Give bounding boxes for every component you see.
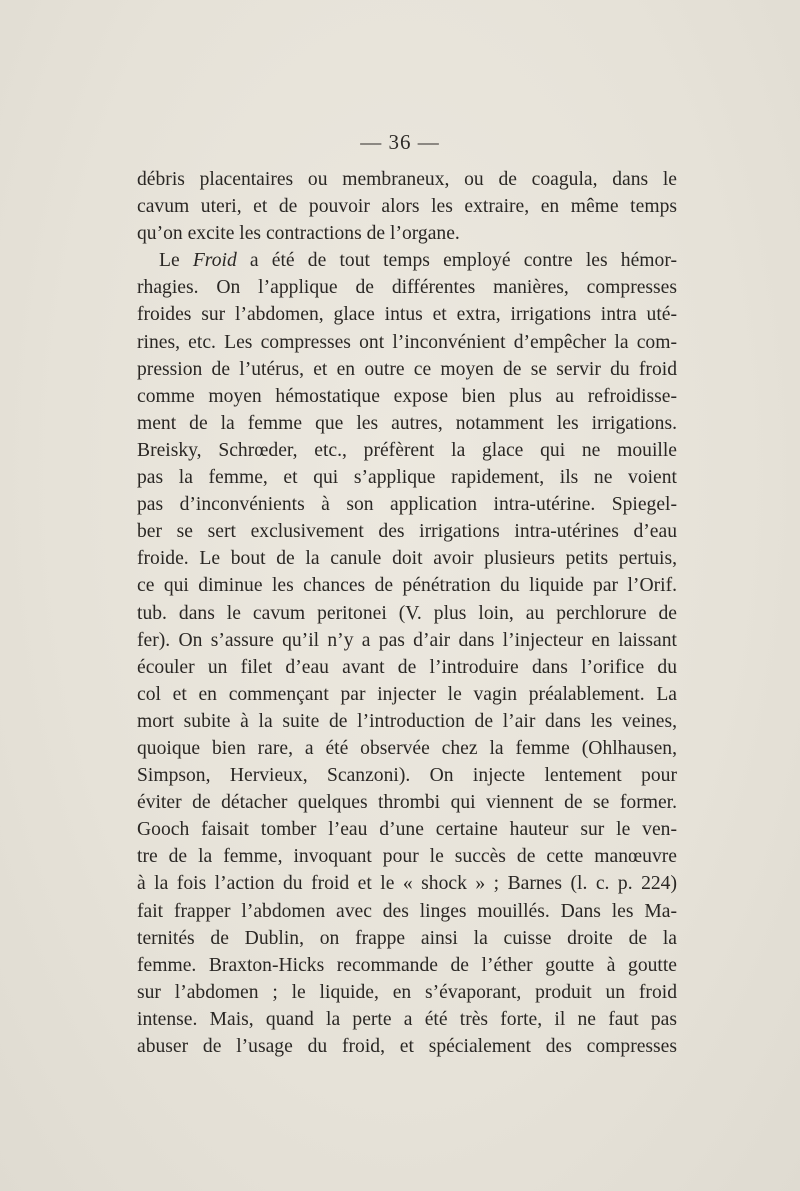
text-line: mort subite à la suite de l’introduction de l’air dans les veines,: [137, 710, 677, 732]
text-line: écouler un filet d’eau avant de l’introduire dans l’orifice du: [137, 656, 677, 678]
text-line: tub. dans le cavum peritonei (V. plus loin, au perchlorure de: [137, 602, 677, 624]
text-line: intense. Mais, quand la perte a été très forte, il ne faut pas: [137, 1008, 677, 1030]
text-line: fer). On s’assure qu’il n’y a pas d’air dans l’injecteur en laissant: [137, 629, 677, 651]
text-line: fait frapper l’abdomen avec des linges mouillés. Dans les Ma-: [137, 900, 677, 922]
text-line: ce qui diminue les chances de pénétration du liquide par l’Orif.: [137, 575, 677, 597]
text-line: ternités de Dublin, on frappe ainsi la cuisse droite de la: [137, 927, 677, 949]
text-line: tre de la femme, invoquant pour le succès de cette manœuvre: [137, 846, 677, 868]
text-line: col et en commençant par injecter le vagin préalablement. La: [137, 683, 677, 705]
text-line: ment de la femme que les autres, notamment les irrigations.: [137, 412, 677, 434]
body-text: [137, 166, 677, 1060]
text-line: froides sur l’abdomen, glace intus et extra, irrigations intra uté-: [137, 304, 677, 326]
text-line: pas d’inconvénients à son application intra-utérine. Spiegel-: [137, 494, 677, 516]
text-line: sur l’abdomen ; le liquide, en s’évaporant, produit un froid: [137, 981, 677, 1003]
text-line: rines, etc. Les compresses ont l’inconvénient d’empêcher la com-: [137, 331, 677, 353]
text-line: éviter de détacher quelques thrombi qui viennent de se former.: [137, 792, 677, 814]
text-line: à la fois l’action du froid et le « shock » ; Barnes (l. c. p. 224): [137, 873, 677, 895]
text-line: femme. Braxton-Hicks recommande de l’éther goutte à goutte: [137, 954, 677, 976]
paragraph-lead-word: Le: [159, 250, 180, 272]
text-line: qu’on excite les contractions de l’organe.: [137, 223, 460, 245]
text-line: Breisky, Schrœder, etc., préfèrent la glace qui ne mouille: [137, 439, 677, 461]
text-line: ber se sert exclusivement des irrigations intra-utérines d’eau: [137, 521, 677, 543]
italic-term: Froid: [192, 250, 237, 272]
text-line: comme moyen hémostatique expose bien plus au refroidisse-: [137, 385, 677, 407]
text-line: pression de l’utérus, et en outre ce moyen de se servir du froid: [137, 358, 677, 380]
text-line-rest: a été de tout temps employé contre les hémor-: [249, 250, 677, 272]
text-line: rhagies. On l’applique de différentes manières, compresses: [137, 277, 677, 299]
text-line: quoique bien rare, a été observée chez la femme (Ohlhausen,: [137, 737, 677, 759]
text-line: Simpson, Hervieux, Scanzoni). On injecte lentement pour: [137, 765, 677, 787]
text-line: débris placentaires ou membraneux, ou de coagula, dans le: [137, 169, 677, 190]
page-number: — 36 —: [360, 130, 440, 154]
text-line: cavum uteri, et de pouvoir alors les extraire, en même temps: [137, 196, 677, 218]
paragraph-start-line: [137, 247, 677, 274]
text-line: froide. Le bout de la canule doit avoir plusieurs petits pertuis,: [137, 548, 677, 570]
text-line: Gooch faisait tomber l’eau d’une certaine hauteur sur le ven-: [137, 819, 677, 841]
text-line: abuser de l’usage du froid, et spécialement des compresses: [137, 1036, 677, 1057]
text-line: pas la femme, et qui s’applique rapidement, ils ne voient: [137, 467, 677, 489]
